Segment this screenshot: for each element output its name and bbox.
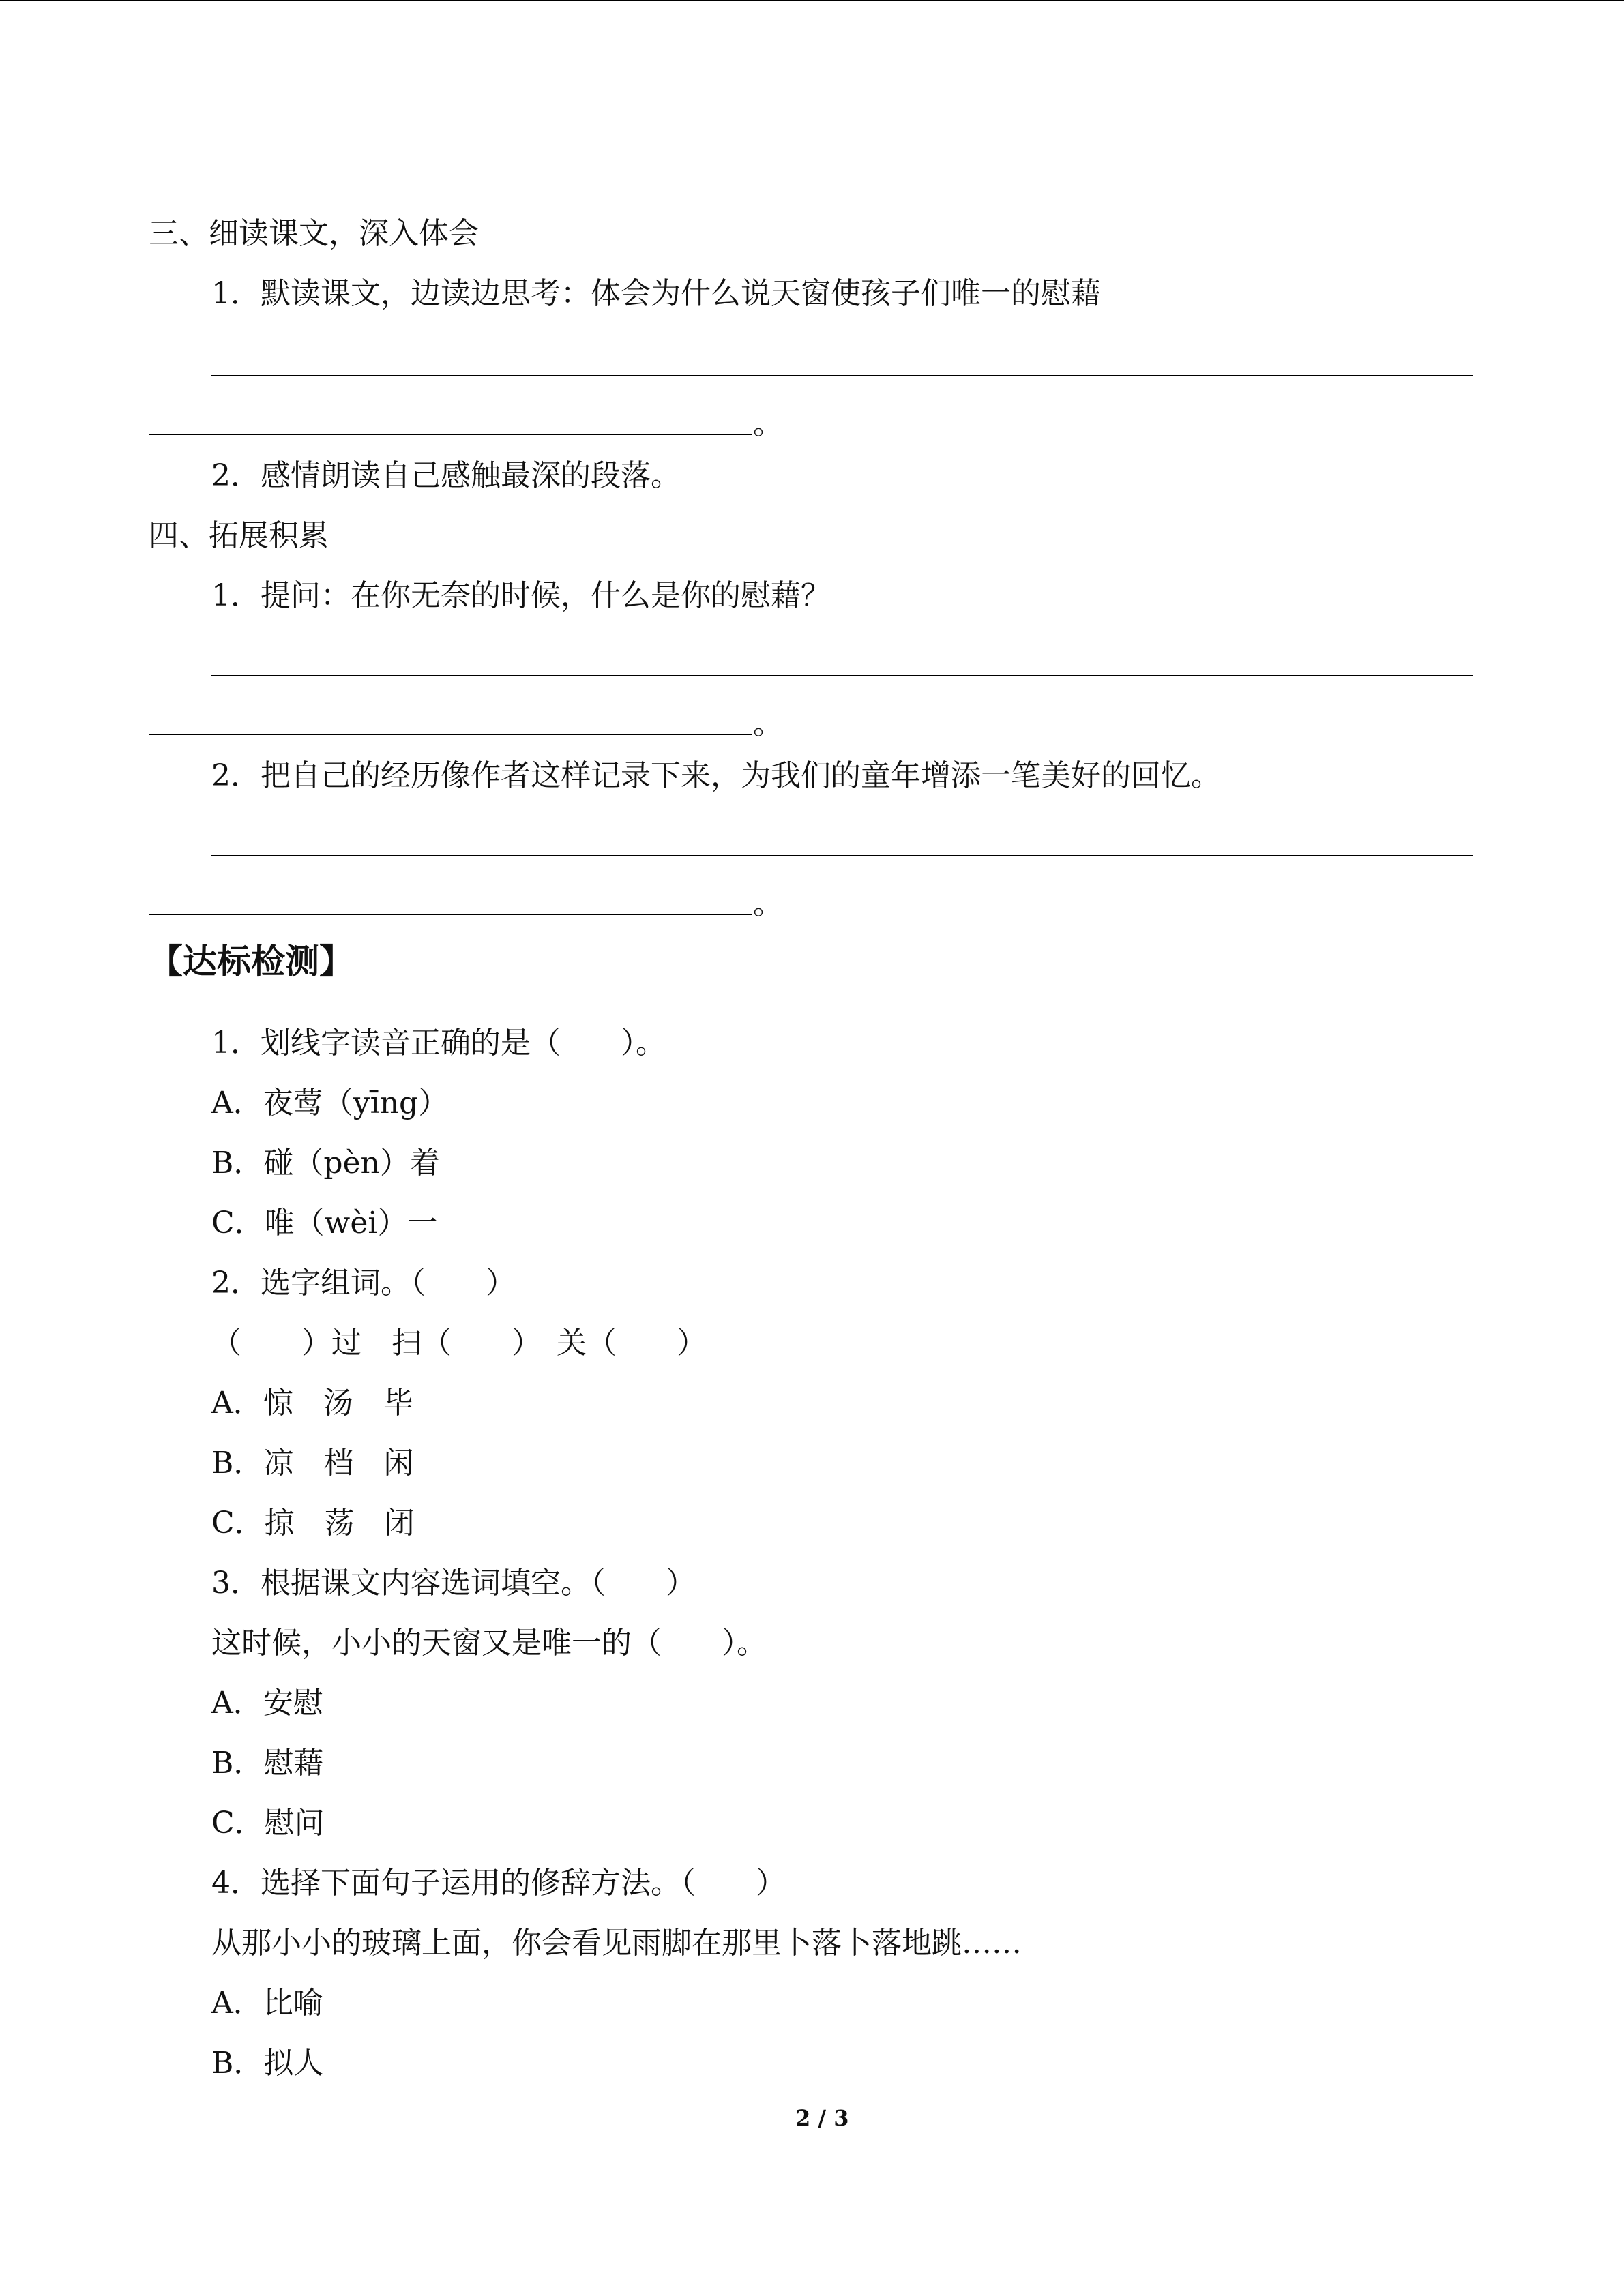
test-question-4-stem: 4．选择下面句子运用的修辞方法。（ ） <box>211 1866 786 1900</box>
answer-line <box>149 434 752 435</box>
test-q1-option-b: B．碰（pèn）着 <box>211 1146 440 1180</box>
test-q2-blanks: （ ）过 扫（ ） 关（ ） <box>211 1326 707 1360</box>
test-q3-sentence: 这时候，小小的天窗又是唯一的（ ）。 <box>211 1626 767 1660</box>
test-heading: 【达标检测】 <box>149 942 353 981</box>
answer-line-period: 。 <box>753 406 783 441</box>
test-q4-option-a: A．比喻 <box>211 1986 323 2021</box>
answer-line-period: 。 <box>753 706 783 741</box>
section4-heading: 四、拓展积累 <box>149 518 329 553</box>
test-q1-option-a: A．夜莺（yīng） <box>211 1086 449 1120</box>
test-q4-sentence: 从那小小的玻璃上面，你会看见雨脚在那里卜落卜落地跳…… <box>211 1926 1022 1960</box>
test-q3-option-c: C．慰问 <box>211 1806 325 1840</box>
section3-heading: 三、细读课文，深入体会 <box>149 216 479 251</box>
answer-line-period: 。 <box>753 886 783 921</box>
answer-line <box>149 914 752 915</box>
section4-question-1: 1．提问：在你无奈的时候，什么是你的慰藉？ <box>211 578 831 613</box>
test-q4-option-b: B．拟人 <box>211 2046 324 2081</box>
answer-line <box>211 855 1473 856</box>
section4-question-2: 2．把自己的经历像作者这样记录下来，为我们的童年增添一笔美好的回忆。 <box>211 758 1221 793</box>
test-question-2-stem: 2．选字组词。（ ） <box>211 1266 516 1300</box>
test-q3-option-b: B．慰藉 <box>211 1746 324 1780</box>
test-q3-option-a: A．安慰 <box>211 1686 323 1720</box>
test-q1-option-c: C．唯（wèi）一 <box>211 1206 438 1240</box>
test-question-1-stem: 1．划线字读音正确的是（ ）。 <box>211 1026 666 1060</box>
answer-line <box>211 675 1473 676</box>
answer-line <box>149 734 752 735</box>
test-q2-option-a: A．惊 汤 毕 <box>211 1386 413 1420</box>
answer-line <box>211 375 1473 376</box>
section3-question-1: 1．默读课文，边读边思考：体会为什么说天窗使孩子们唯一的慰藉 <box>211 276 1101 311</box>
top-border <box>0 0 1624 1</box>
section3-question-2: 2．感情朗读自己感触最深的段落。 <box>211 458 681 493</box>
page-number: 2 / 3 <box>795 2105 849 2131</box>
test-question-3-stem: 3．根据课文内容选词填空。（ ） <box>211 1566 696 1600</box>
test-q2-option-c: C．掠 荡 闭 <box>211 1506 415 1540</box>
test-q2-option-b: B．凉 档 闲 <box>211 1446 414 1480</box>
